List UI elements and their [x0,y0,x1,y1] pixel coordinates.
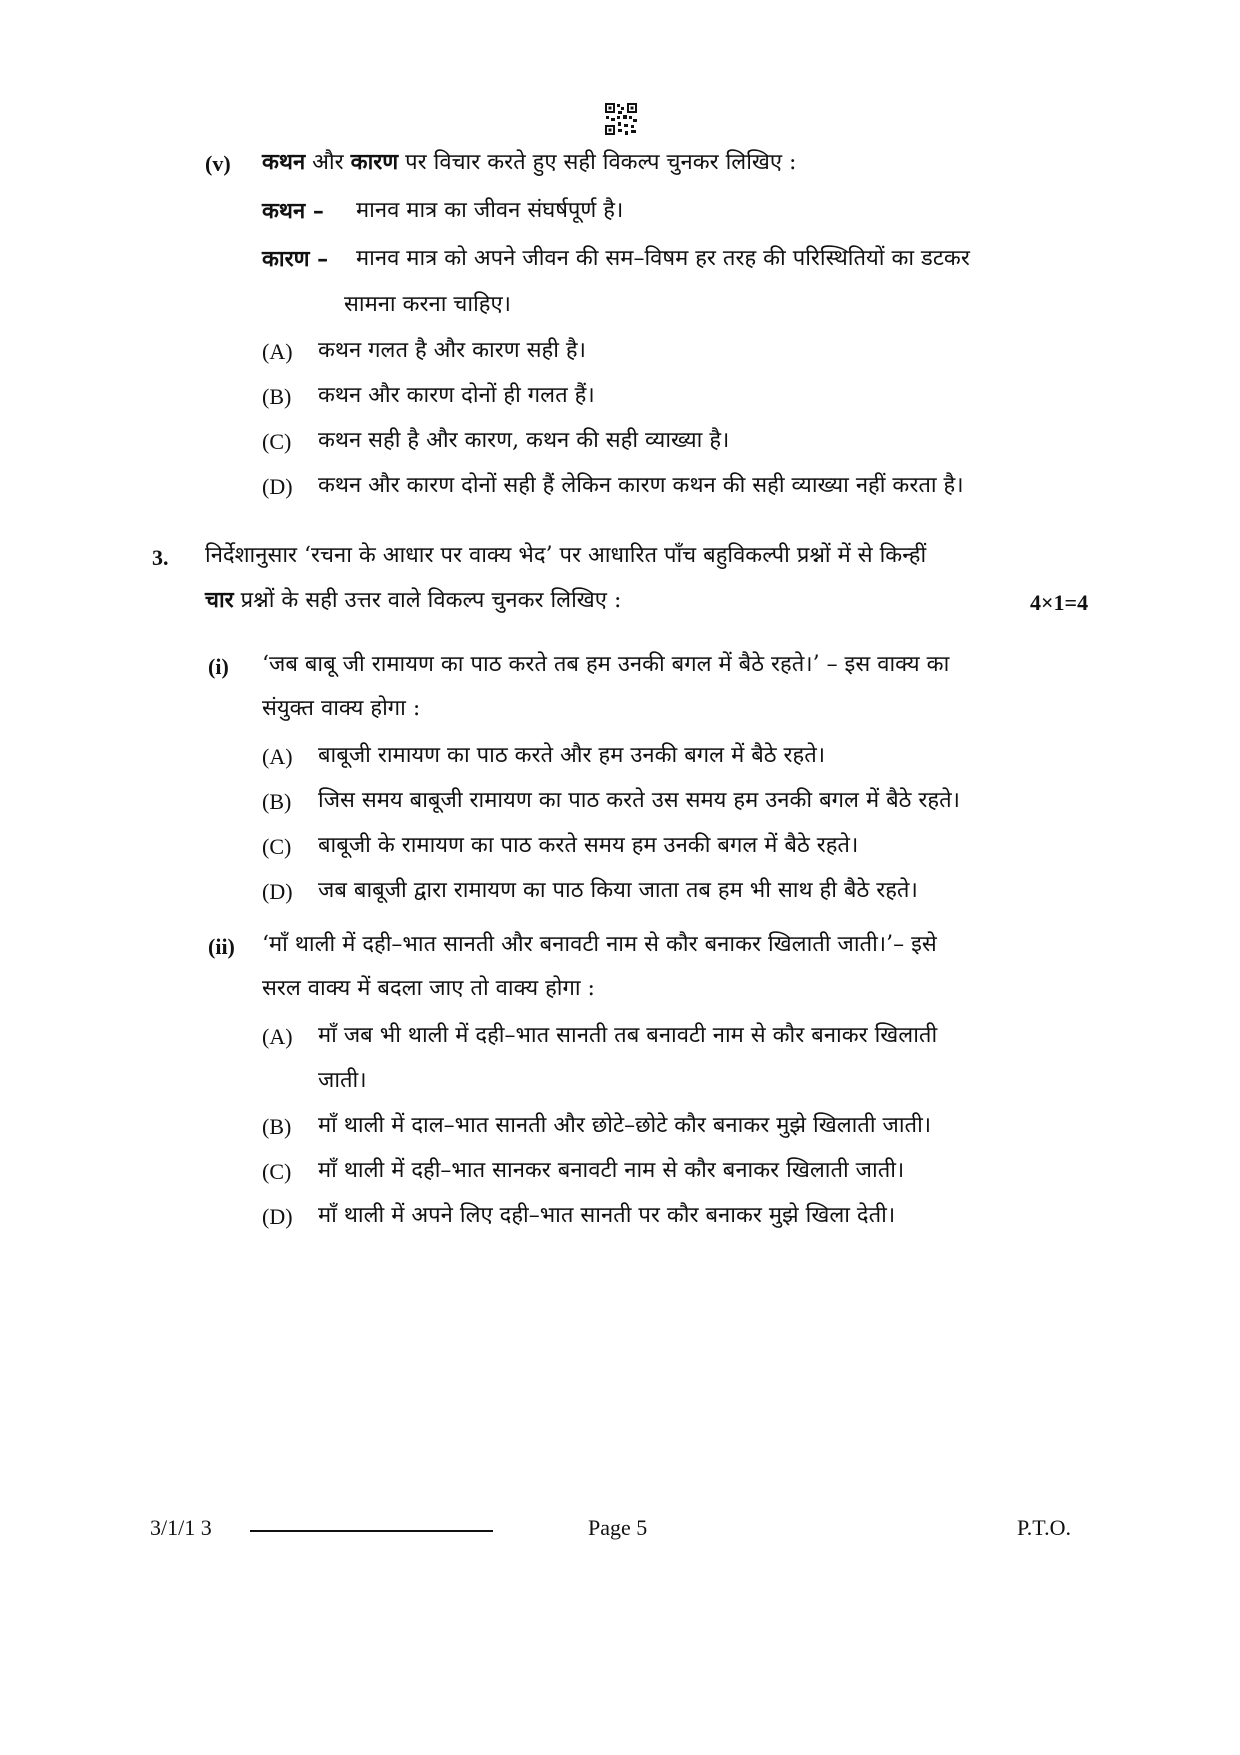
assertion-text: मानव मात्र का जीवन संघर्षपूर्ण है। [356,198,624,223]
option-label: (C) [262,429,292,454]
karan-keyword: कारण [350,149,399,175]
sub-question-line1: ‘जब बाबू जी रामायण का पाठ करते तब हम उनकी बगल में बैठे रहते।’ – इस वाक्य का [262,652,950,677]
option-label: (A) [262,1024,293,1049]
assertion-label: कथन – [262,198,324,224]
option-text: माँ थाली में दही–भात सानकर बनावटी नाम से कौर बनाकर खिलाती जाती। [318,1158,905,1183]
question-text-line2 [205,585,621,616]
option-text: बाबूजी रामायण का पाठ करते और हम उनकी बगल में बैठे रहते। [318,743,826,768]
kathan-keyword: कथन [262,149,306,175]
option-label: (B) [262,789,292,814]
option-label: (D) [262,879,293,904]
paper-code: 3/1/1 3 [150,1515,212,1540]
sub-question-number: (ii) [208,934,235,959]
sub-question-line2: सरल वाक्य में बदला जाए तो वाक्य होगा : [262,976,595,1001]
question-text-line1: निर्देशानुसार ‘रचना के आधार पर वाक्य भेद’ पर आधारित पाँच बहुविकल्पी प्रश्नों में से किन्हीं [205,543,927,568]
option-text: कथन और कारण दोनों सही हैं लेकिन कारण कथन की सही व्याख्या नहीं करता है। [318,473,964,498]
pto-label: P.T.O. [1017,1515,1071,1540]
option-label: (B) [262,384,292,409]
option-text: बाबूजी के रामायण का पाठ करते समय हम उनकी बगल में बैठे रहते। [318,833,859,858]
option-text: कथन गलत है और कारण सही है। [318,338,586,363]
option-label: (C) [262,834,292,859]
char-keyword: चार [205,587,234,613]
reason-text-line1: मानव मात्र को अपने जीवन की सम–विषम हर तरह की परिस्थितियों का डटकर [356,246,970,271]
reason-label: कारण – [262,246,329,272]
sub-question-line2: संयुक्त वाक्य होगा : [262,696,421,721]
question-number: 3. [152,545,169,570]
intro-text: पर विचार करते हुए सही विकल्प चुनकर लिखिए : [398,150,797,175]
option-text: माँ थाली में अपने लिए दही–भात सानती पर कौर बनाकर मुझे खिला देती। [318,1203,896,1228]
question-number: (v) [205,151,231,176]
option-label: (C) [262,1159,292,1184]
option-label: (D) [262,1204,293,1229]
option-text-line1: माँ जब भी थाली में दही–भात सानती तब बनावटी नाम से कौर बनाकर खिलाती [318,1023,938,1048]
option-label: (D) [262,474,293,499]
page-number: Page 5 [588,1515,648,1540]
option-text: कथन और कारण दोनों ही गलत हैं। [318,383,595,408]
footer-divider [250,1530,493,1532]
sub-question-number: (i) [208,654,229,679]
option-text: जब बाबूजी द्वारा रामायण का पाठ किया जाता तब हम भी साथ ही बैठे रहते। [318,878,918,903]
option-text: कथन सही है और कारण, कथन की सही व्याख्या है। [318,428,730,453]
sub-question-line1: ‘माँ थाली में दही–भात सानती और बनावटी नाम से कौर बनाकर खिलाती जाती।’– इसे [262,932,937,957]
qr-code-icon [604,102,638,136]
option-text-line2: जाती। [318,1068,367,1093]
reason-text-line2: सामना करना चाहिए। [344,292,511,317]
option-label: (A) [262,744,293,769]
option-text: जिस समय बाबूजी रामायण का पाठ करते उस समय हम उनकी बगल में बैठे रहते। [318,788,960,813]
question-text: प्रश्नों के सही उत्तर वाले विकल्प चुनकर लिखिए : [233,588,622,613]
option-label: (B) [262,1114,292,1139]
option-label: (A) [262,339,293,364]
marks: 4×1=4 [1030,590,1089,615]
question-intro [262,147,796,178]
intro-connector: और [305,150,351,175]
option-text: माँ थाली में दाल–भात सानती और छोटे–छोटे कौर बनाकर मुझे खिलाती जाती। [318,1113,932,1138]
